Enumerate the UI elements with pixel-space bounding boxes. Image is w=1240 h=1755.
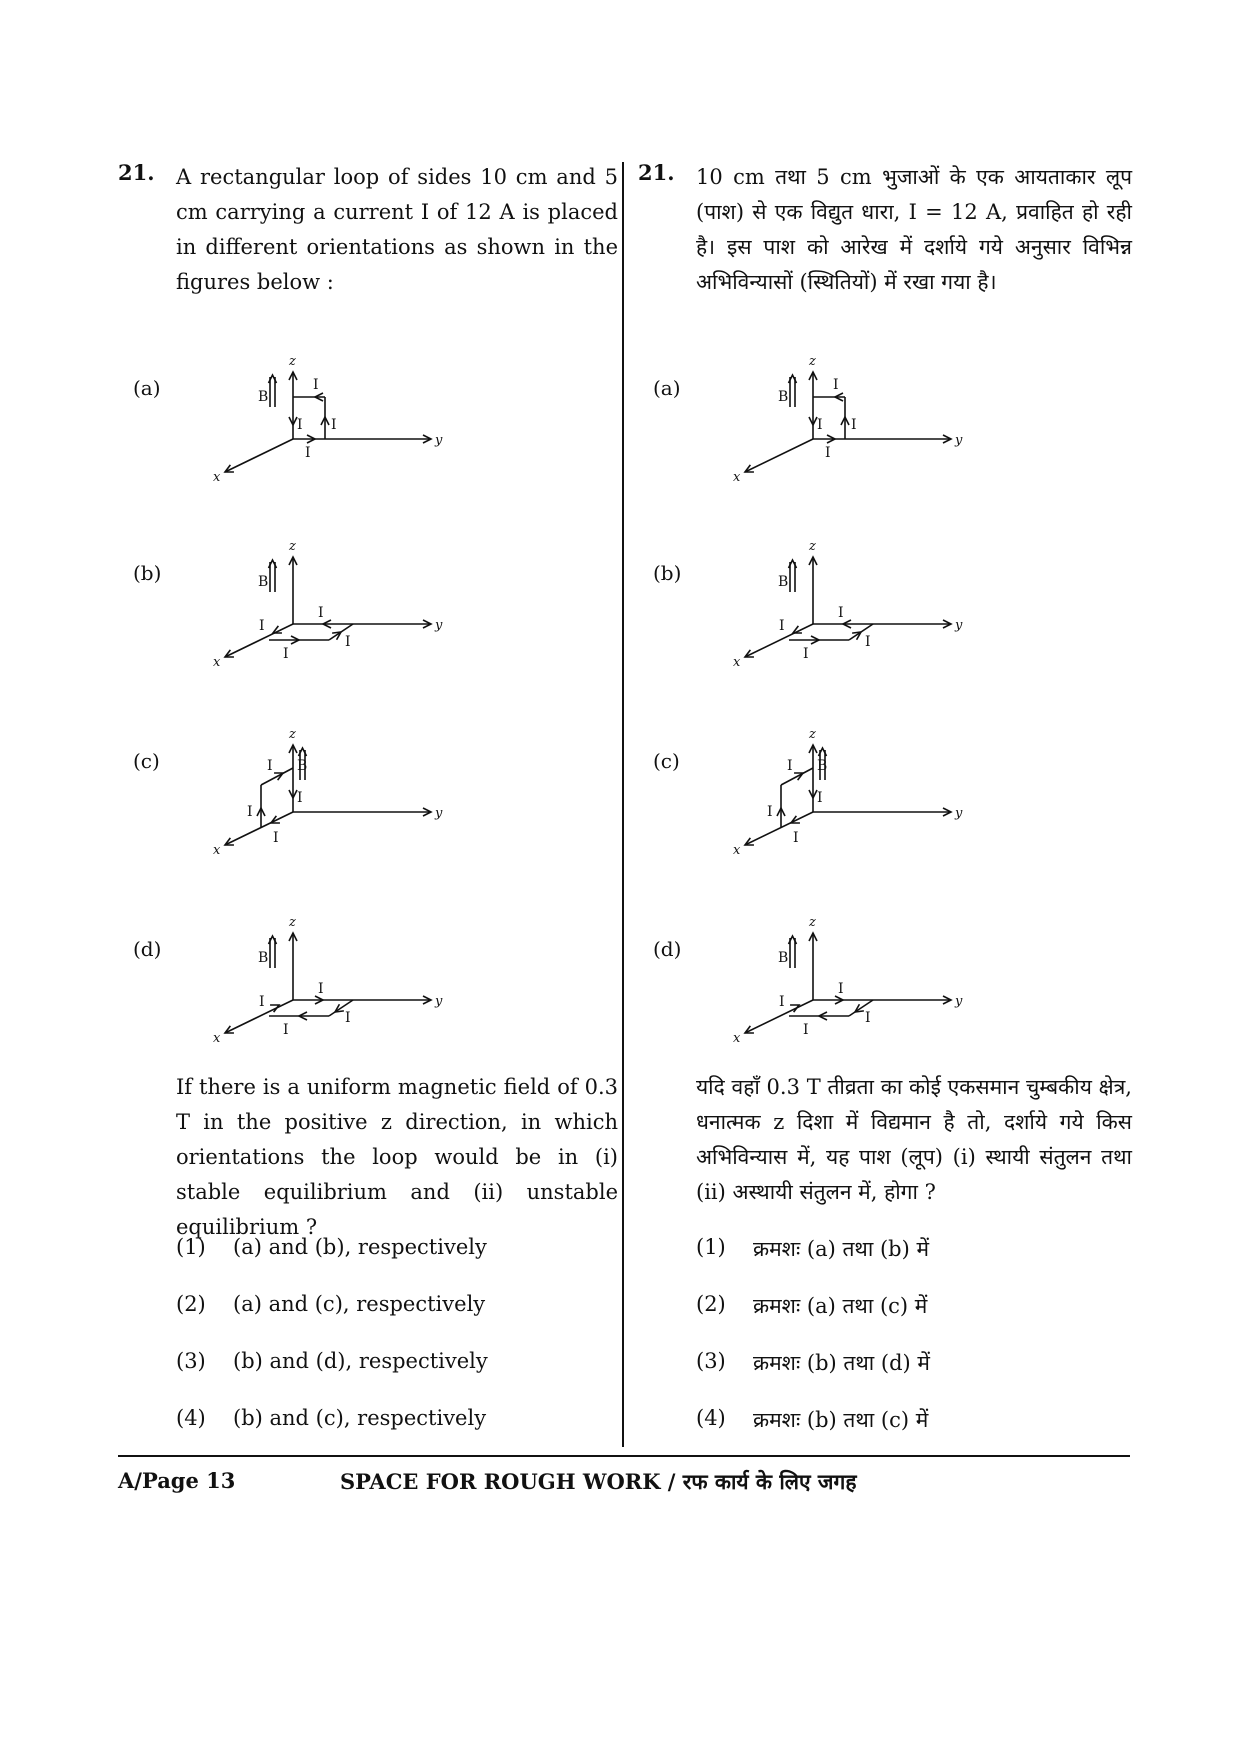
current-label: I [817, 417, 823, 433]
question-prompt: If there is a uniform magnetic field of 0.3 T in the positive z direction, in which orientations the loop would be in (i) stable equilibrium and (ii) unstable equilibrium ? [176, 1075, 618, 1239]
z-axis-label: z [809, 727, 816, 742]
y-axis-label: y [955, 806, 963, 821]
figure-d [133, 898, 503, 1048]
figure-label: (c) [653, 749, 680, 773]
current-label: I [305, 445, 311, 461]
b-field-label: B [258, 950, 269, 966]
option-number: (3) [696, 1349, 726, 1373]
loop-orientation-diagram [133, 710, 503, 860]
page-number: A/Page 13 [118, 1468, 236, 1493]
figure-b [653, 522, 1023, 672]
option-number: (1) [696, 1235, 726, 1259]
figure-label: (d) [653, 937, 682, 961]
options-list [696, 1235, 1132, 1463]
x-axis-label: x [213, 843, 221, 858]
figure-label: (d) [133, 937, 162, 961]
x-axis-label: x [733, 655, 741, 670]
loop-orientation-diagram [653, 898, 1023, 1048]
x-axis [745, 812, 813, 845]
y-axis-label: y [435, 806, 443, 821]
z-axis-label: z [289, 915, 296, 930]
x-axis-label: x [733, 843, 741, 858]
current-label: I [297, 417, 303, 433]
z-axis-label: z [809, 354, 816, 369]
figure-label: (a) [653, 376, 681, 400]
figure-label: (c) [133, 749, 160, 773]
current-label: I [787, 758, 793, 774]
option-1[interactable] [696, 1235, 1132, 1292]
z-axis-label: z [289, 539, 296, 554]
x-axis-label: x [733, 470, 741, 485]
current-label: I [283, 1022, 289, 1038]
current-label: I [318, 605, 324, 621]
z-axis-label: z [809, 539, 816, 554]
z-axis-label: z [809, 915, 816, 930]
b-field-label: B [817, 758, 828, 774]
loop-orientation-diagram [133, 522, 503, 672]
x-axis-label: x [733, 1031, 741, 1046]
current-label: I [267, 758, 273, 774]
current-label: I [247, 804, 253, 820]
current-label: I [318, 981, 324, 997]
current-label: I [779, 994, 785, 1010]
option-number: (1) [176, 1235, 206, 1259]
option-number: (4) [176, 1406, 206, 1430]
question-text: A rectangular loop of sides 10 cm and 5 cm carrying a current I of 12 A is placed in different orientations as shown in the figures below : [176, 165, 618, 294]
option-text: क्रमशः (b) तथा (d) में [753, 1351, 930, 1375]
b-field-label: B [258, 574, 269, 590]
x-axis-label: x [213, 470, 221, 485]
b-field-arrowhead [819, 748, 827, 756]
current-label: I [838, 605, 844, 621]
option-text: क्रमशः (a) तथा (c) में [753, 1294, 928, 1318]
current-label: I [838, 981, 844, 997]
rough-work-label: SPACE FOR ROUGH WORK / रफ कार्य के लिए जगह [340, 1469, 857, 1494]
option-text: क्रमशः (a) तथा (b) में [753, 1237, 930, 1261]
current-label: I [259, 618, 265, 634]
option-text: (a) and (b), respectively [233, 1235, 487, 1259]
x-axis [225, 812, 293, 845]
current-label: I [331, 417, 337, 433]
current-label: I [825, 445, 831, 461]
question-number: 21. [118, 160, 155, 185]
current-label: I [865, 1010, 871, 1026]
loop-orientation-diagram [653, 337, 1023, 487]
figure-label: (b) [133, 561, 162, 585]
figure-c [653, 710, 1023, 860]
option-2[interactable] [176, 1292, 618, 1349]
options-list [176, 1235, 618, 1463]
figure-c [133, 710, 503, 860]
question-number: 21. [638, 160, 675, 185]
x-axis [225, 439, 293, 472]
b-field-label: B [778, 389, 789, 405]
option-3[interactable] [696, 1349, 1132, 1406]
loop-orientation-diagram [133, 337, 503, 487]
loop-orientation-diagram [653, 522, 1023, 672]
current-label: I [273, 830, 279, 846]
option-text: (a) and (c), respectively [233, 1292, 486, 1316]
figure-b [133, 522, 503, 672]
b-field-arrowhead [269, 560, 277, 568]
z-axis-label: z [289, 354, 296, 369]
b-field-arrowhead [269, 936, 277, 944]
current-label: I [779, 618, 785, 634]
x-axis [745, 439, 813, 472]
option-text: (b) and (c), respectively [233, 1406, 487, 1430]
option-3[interactable] [176, 1349, 618, 1406]
option-number: (2) [696, 1292, 726, 1316]
x-axis-label: x [213, 655, 221, 670]
b-field-arrowhead [269, 375, 277, 383]
option-number: (4) [696, 1406, 726, 1430]
current-label: I [817, 790, 823, 806]
b-field-label: B [778, 950, 789, 966]
y-axis-label: y [955, 994, 963, 1009]
current-label: I [803, 646, 809, 662]
current-label: I [803, 1022, 809, 1038]
option-2[interactable] [696, 1292, 1132, 1349]
figure-a [653, 337, 1023, 487]
current-label: I [345, 634, 351, 650]
current-label: I [313, 377, 319, 393]
question-text: 10 cm तथा 5 cm भुजाओं के एक आयताकार लूप (पाश) से एक विद्युत धारा, I = 12 A, प्रवाहित हो रही है। इस पाश को आरेख में दर्शाये गये अनुसार विभिन्न अभिविन्यासों (स्थितियों) में रखा गया है। [696, 165, 1132, 294]
footer-rule [118, 1455, 1130, 1457]
x-axis-label: x [213, 1031, 221, 1046]
b-field-label: B [297, 758, 308, 774]
z-axis-label: z [289, 727, 296, 742]
current-label: I [767, 804, 773, 820]
column-divider [622, 162, 624, 1447]
y-axis-label: y [435, 618, 443, 633]
current-label: I [259, 994, 265, 1010]
b-field-label: B [778, 574, 789, 590]
loop-orientation-diagram [653, 710, 1023, 860]
current-label: I [865, 634, 871, 650]
b-field-arrowhead [789, 375, 797, 383]
current-label: I [297, 790, 303, 806]
option-number: (3) [176, 1349, 206, 1373]
loop-wire [781, 768, 813, 785]
current-label: I [851, 417, 857, 433]
loop-orientation-diagram [133, 898, 503, 1048]
figure-label: (b) [653, 561, 682, 585]
option-text: क्रमशः (b) तथा (c) में [753, 1408, 929, 1432]
y-axis-label: y [435, 433, 443, 448]
b-field-arrowhead [299, 748, 307, 756]
y-axis-label: y [955, 618, 963, 633]
loop-wire [261, 768, 293, 785]
option-1[interactable] [176, 1235, 618, 1292]
current-label: I [283, 646, 289, 662]
figure-d [653, 898, 1023, 1048]
option-text: (b) and (d), respectively [233, 1349, 488, 1373]
current-label: I [345, 1010, 351, 1026]
y-axis-label: y [955, 433, 963, 448]
option-number: (2) [176, 1292, 206, 1316]
b-field-label: B [258, 389, 269, 405]
b-field-arrowhead [789, 936, 797, 944]
figure-a [133, 337, 503, 487]
current-label: I [793, 830, 799, 846]
current-label: I [833, 377, 839, 393]
y-axis-label: y [435, 994, 443, 1009]
question-prompt: यदि वहाँ 0.3 T तीव्रता का कोई एकसमान चुम्बकीय क्षेत्र, धनात्मक z दिशा में विद्यमान है तो, दर्शाये गये किस अभिविन्यास में, यह पाश (लूप) (i) स्थायी संतुलन तथा (ii) अस्थायी संतुलन में, होगा ? [696, 1075, 1132, 1204]
b-field-arrowhead [789, 560, 797, 568]
figure-label: (a) [133, 376, 161, 400]
